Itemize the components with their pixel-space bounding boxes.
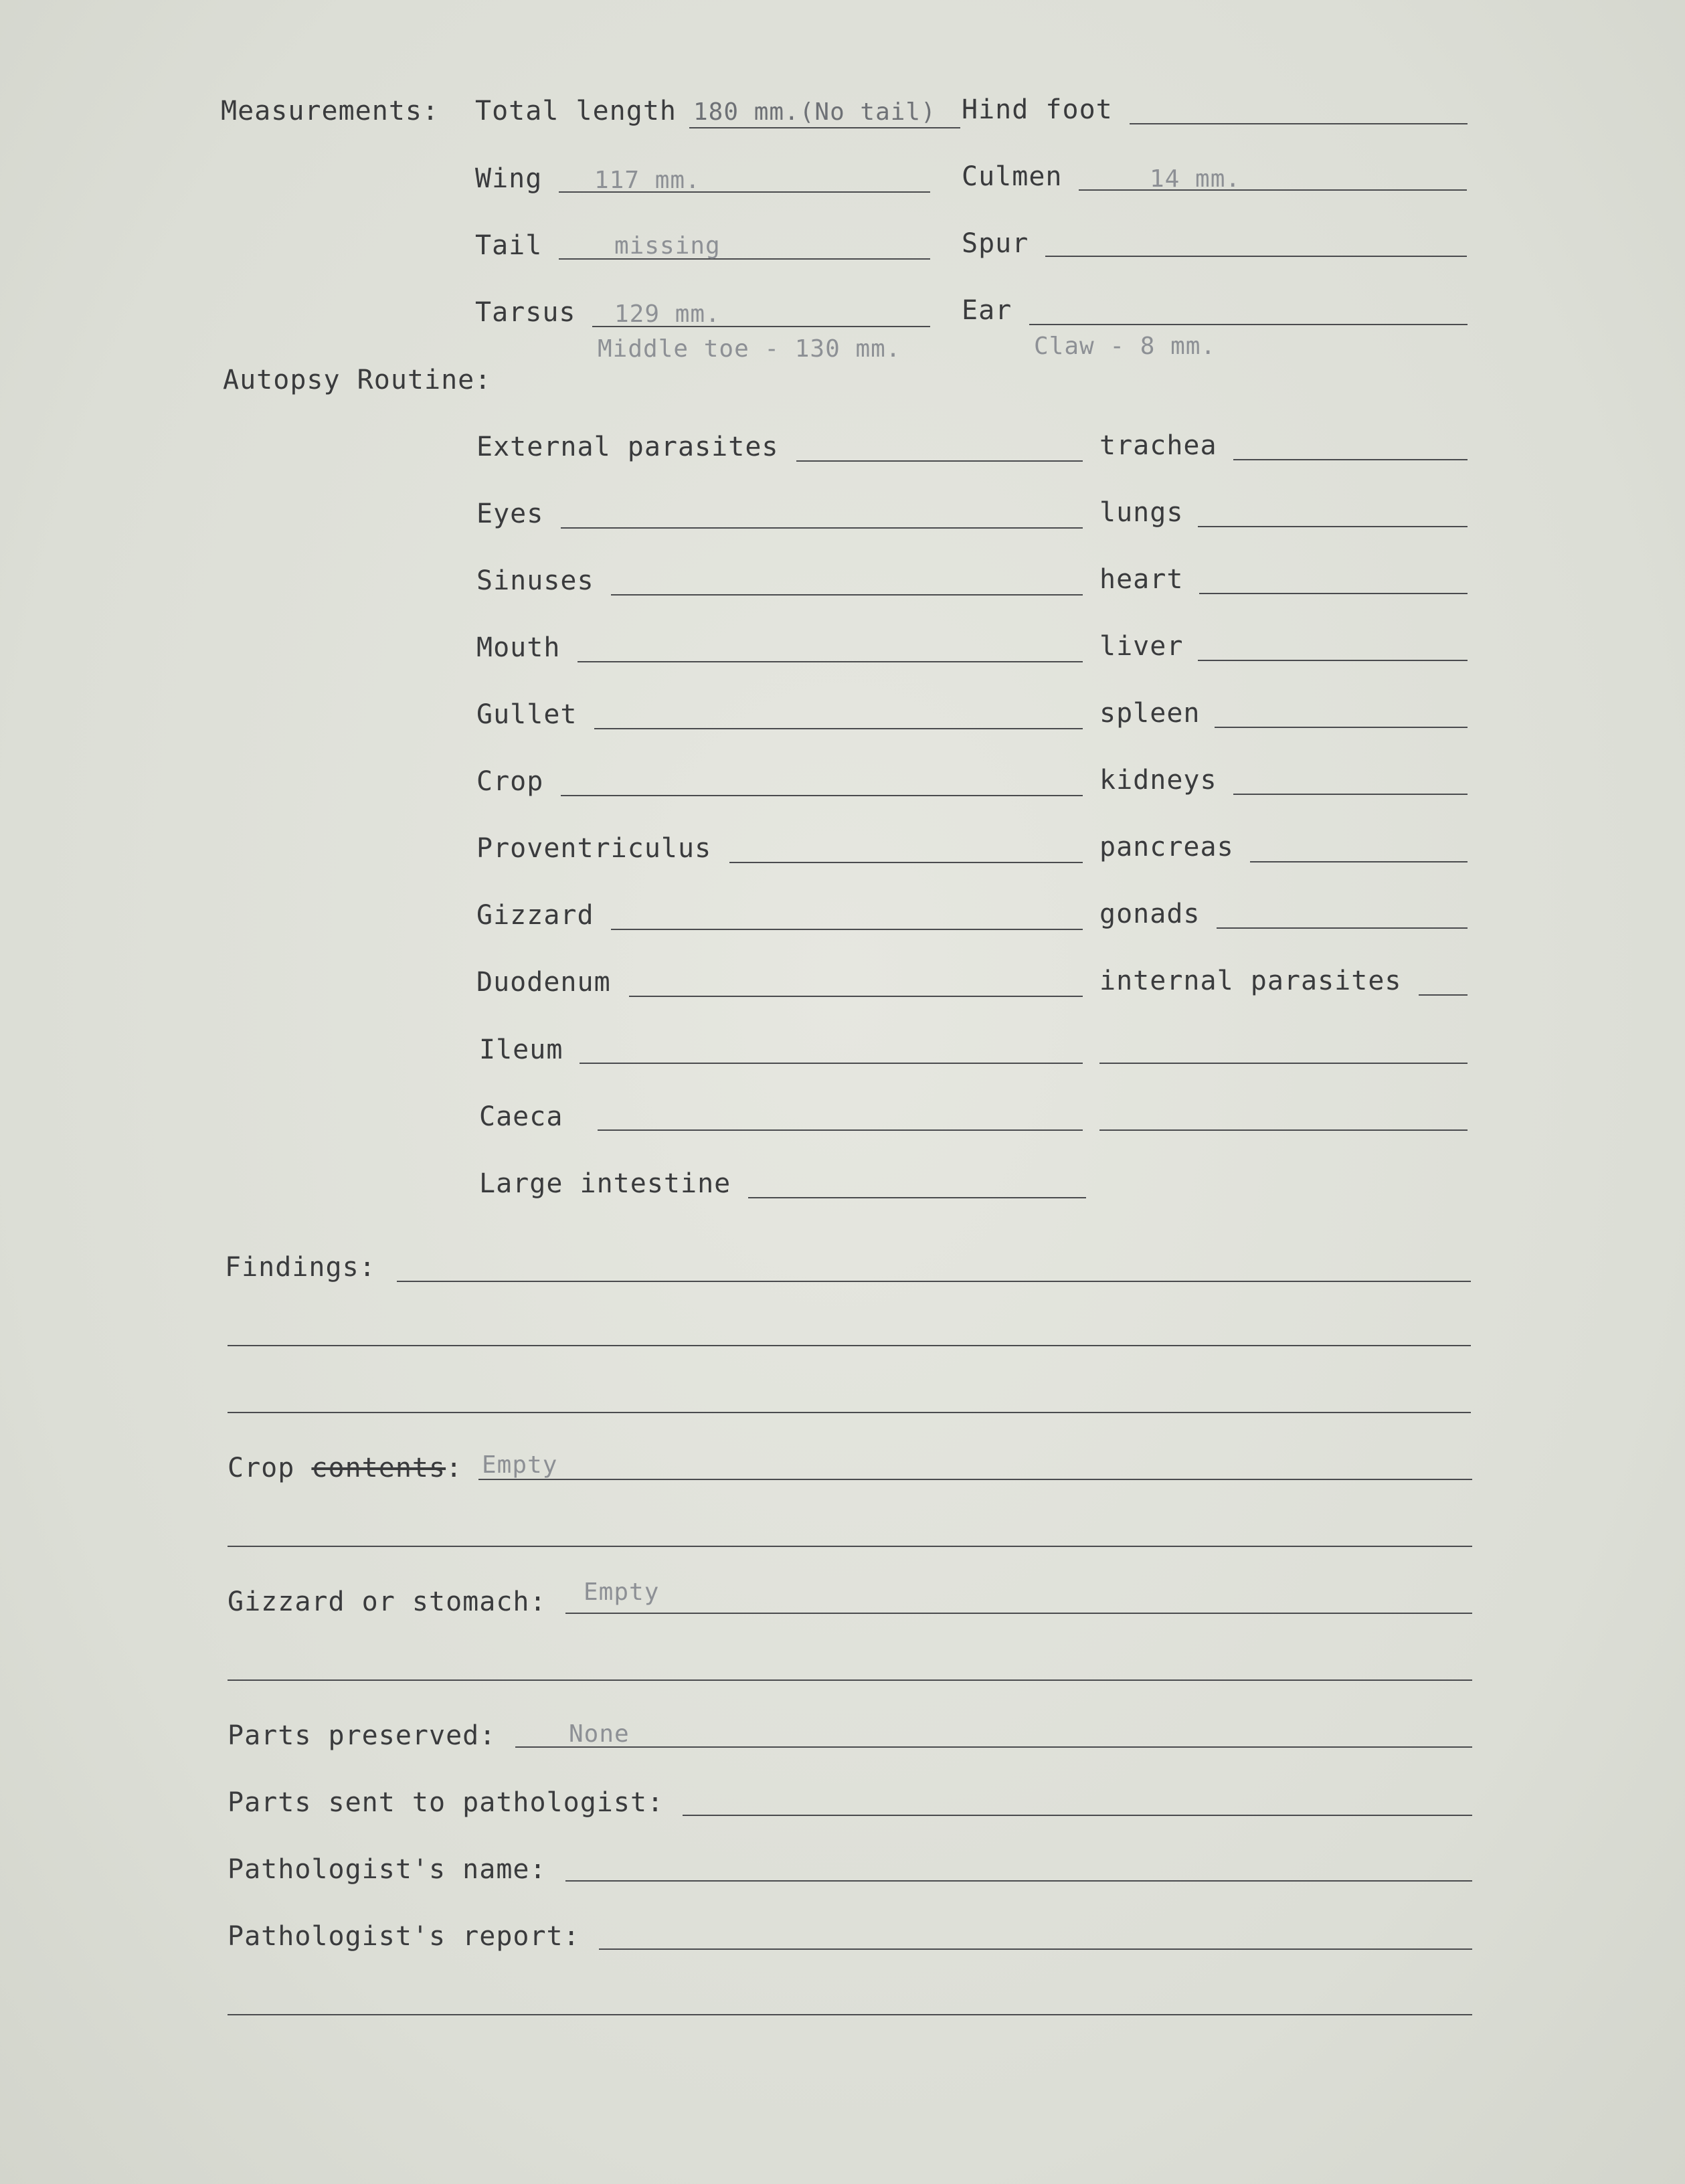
blank-right-line-2[interactable] xyxy=(1099,1129,1468,1131)
kidneys-line xyxy=(1233,794,1468,795)
crop-contents-struck-word: contents xyxy=(311,1453,446,1483)
pathologist-report-label: Pathologist's report: xyxy=(228,1921,580,1952)
total-length-line xyxy=(689,127,960,128)
ear-line xyxy=(1029,324,1468,325)
large-intestine-line xyxy=(748,1197,1086,1198)
findings-label: Findings: xyxy=(225,1252,376,1283)
crop-label: Crop xyxy=(476,766,544,797)
hind-foot-label: Hind foot xyxy=(962,94,1113,125)
sinuses-line xyxy=(611,594,1083,596)
ileum-label: Ileum xyxy=(479,1034,563,1065)
gullet-label: Gullet xyxy=(476,699,578,730)
gizzard-stomach-value[interactable]: Empty xyxy=(584,1578,660,1606)
gullet-line xyxy=(594,728,1083,729)
trachea-line xyxy=(1233,459,1468,460)
mouth-line xyxy=(578,661,1083,662)
parts-sent-line xyxy=(683,1815,1472,1816)
autopsy-heading: Autopsy Routine: xyxy=(223,365,492,395)
middle-toe-note: Middle toe - 130 mm. xyxy=(598,335,901,363)
external-parasites-line xyxy=(796,460,1083,462)
wing-value[interactable]: 117 mm. xyxy=(594,167,701,194)
lungs-line xyxy=(1198,526,1468,527)
internal-parasites-line xyxy=(1419,994,1468,996)
crop-contents-word: Crop xyxy=(228,1453,295,1483)
tarsus-label: Tarsus xyxy=(475,297,576,328)
spur-label: Spur xyxy=(962,228,1029,259)
culmen-value[interactable]: 14 mm. xyxy=(1150,165,1241,193)
ear-label: Ear xyxy=(962,295,1012,326)
gizzard-stomach-label: Gizzard or stomach: xyxy=(228,1586,547,1617)
proventriculus-label: Proventriculus xyxy=(476,833,712,864)
heart-line xyxy=(1199,593,1468,594)
kidneys-label: kidneys xyxy=(1099,765,1217,796)
gizzard-label: Gizzard xyxy=(476,900,594,931)
tail-label: Tail xyxy=(475,230,543,261)
pathologist-report-line-1 xyxy=(599,1948,1472,1950)
hind-foot-line xyxy=(1130,123,1468,124)
total-length-value[interactable]: 180 mm.(No tail) xyxy=(693,98,936,126)
sinuses-label: Sinuses xyxy=(476,565,594,596)
tarsus-value[interactable]: 129 mm. xyxy=(614,300,721,328)
proventriculus-line xyxy=(729,862,1083,863)
pancreas-label: pancreas xyxy=(1099,832,1234,862)
crop-contents-colon: : xyxy=(446,1453,463,1483)
external-parasites-label: External parasites xyxy=(476,432,779,462)
findings-line-1 xyxy=(397,1281,1471,1282)
crop-contents-label xyxy=(228,1452,462,1484)
mouth-label: Mouth xyxy=(476,632,561,663)
duodenum-label: Duodenum xyxy=(476,967,611,998)
total-length-label: Total length xyxy=(475,96,677,126)
liver-line xyxy=(1198,660,1468,661)
heart-label: heart xyxy=(1099,564,1184,595)
pancreas-line xyxy=(1250,861,1468,862)
findings-line-3[interactable] xyxy=(228,1412,1471,1413)
gizzard-line xyxy=(611,929,1083,930)
crop-line xyxy=(561,795,1083,796)
measurements-heading: Measurements: xyxy=(221,96,440,126)
gonads-label: gonads xyxy=(1099,899,1201,929)
crop-contents-value[interactable]: Empty xyxy=(482,1451,558,1479)
large-intestine-label: Large intestine xyxy=(479,1168,731,1199)
duodenum-line xyxy=(629,996,1083,997)
caeca-line xyxy=(598,1129,1083,1131)
tail-value[interactable]: missing xyxy=(614,232,721,260)
parts-preserved-value[interactable]: None xyxy=(569,1720,630,1748)
parts-sent-label: Parts sent to pathologist: xyxy=(228,1787,664,1818)
lungs-label: lungs xyxy=(1099,497,1184,528)
wing-label: Wing xyxy=(475,163,543,194)
spleen-line xyxy=(1215,727,1468,728)
culmen-line xyxy=(1079,189,1467,191)
culmen-label: Culmen xyxy=(962,161,1063,192)
spleen-label: spleen xyxy=(1099,698,1201,729)
gizzard-stomach-line-1 xyxy=(565,1613,1472,1614)
pathologist-name-label: Pathologist's name: xyxy=(228,1854,547,1885)
parts-preserved-line xyxy=(515,1746,1472,1748)
liver-label: liver xyxy=(1099,631,1184,662)
gizzard-stomach-line-2[interactable] xyxy=(228,1679,1472,1681)
blank-right-line-1[interactable] xyxy=(1099,1063,1468,1064)
ileum-line xyxy=(580,1063,1083,1064)
findings-line-2[interactable] xyxy=(228,1345,1471,1346)
trachea-label: trachea xyxy=(1099,430,1217,461)
eyes-label: Eyes xyxy=(476,498,544,529)
pathologist-name-line xyxy=(565,1880,1472,1882)
crop-contents-line-2[interactable] xyxy=(228,1546,1472,1547)
eyes-line xyxy=(561,527,1083,529)
claw-note: Claw - 8 mm. xyxy=(1034,333,1217,360)
internal-parasites-label: internal parasites xyxy=(1099,966,1402,996)
caeca-label: Caeca xyxy=(479,1101,563,1132)
crop-contents-line-1 xyxy=(478,1479,1472,1480)
parts-preserved-label: Parts preserved: xyxy=(228,1720,497,1751)
spur-line xyxy=(1045,256,1467,257)
gonads-line xyxy=(1217,927,1468,929)
pathologist-report-line-2[interactable] xyxy=(228,2014,1472,2015)
